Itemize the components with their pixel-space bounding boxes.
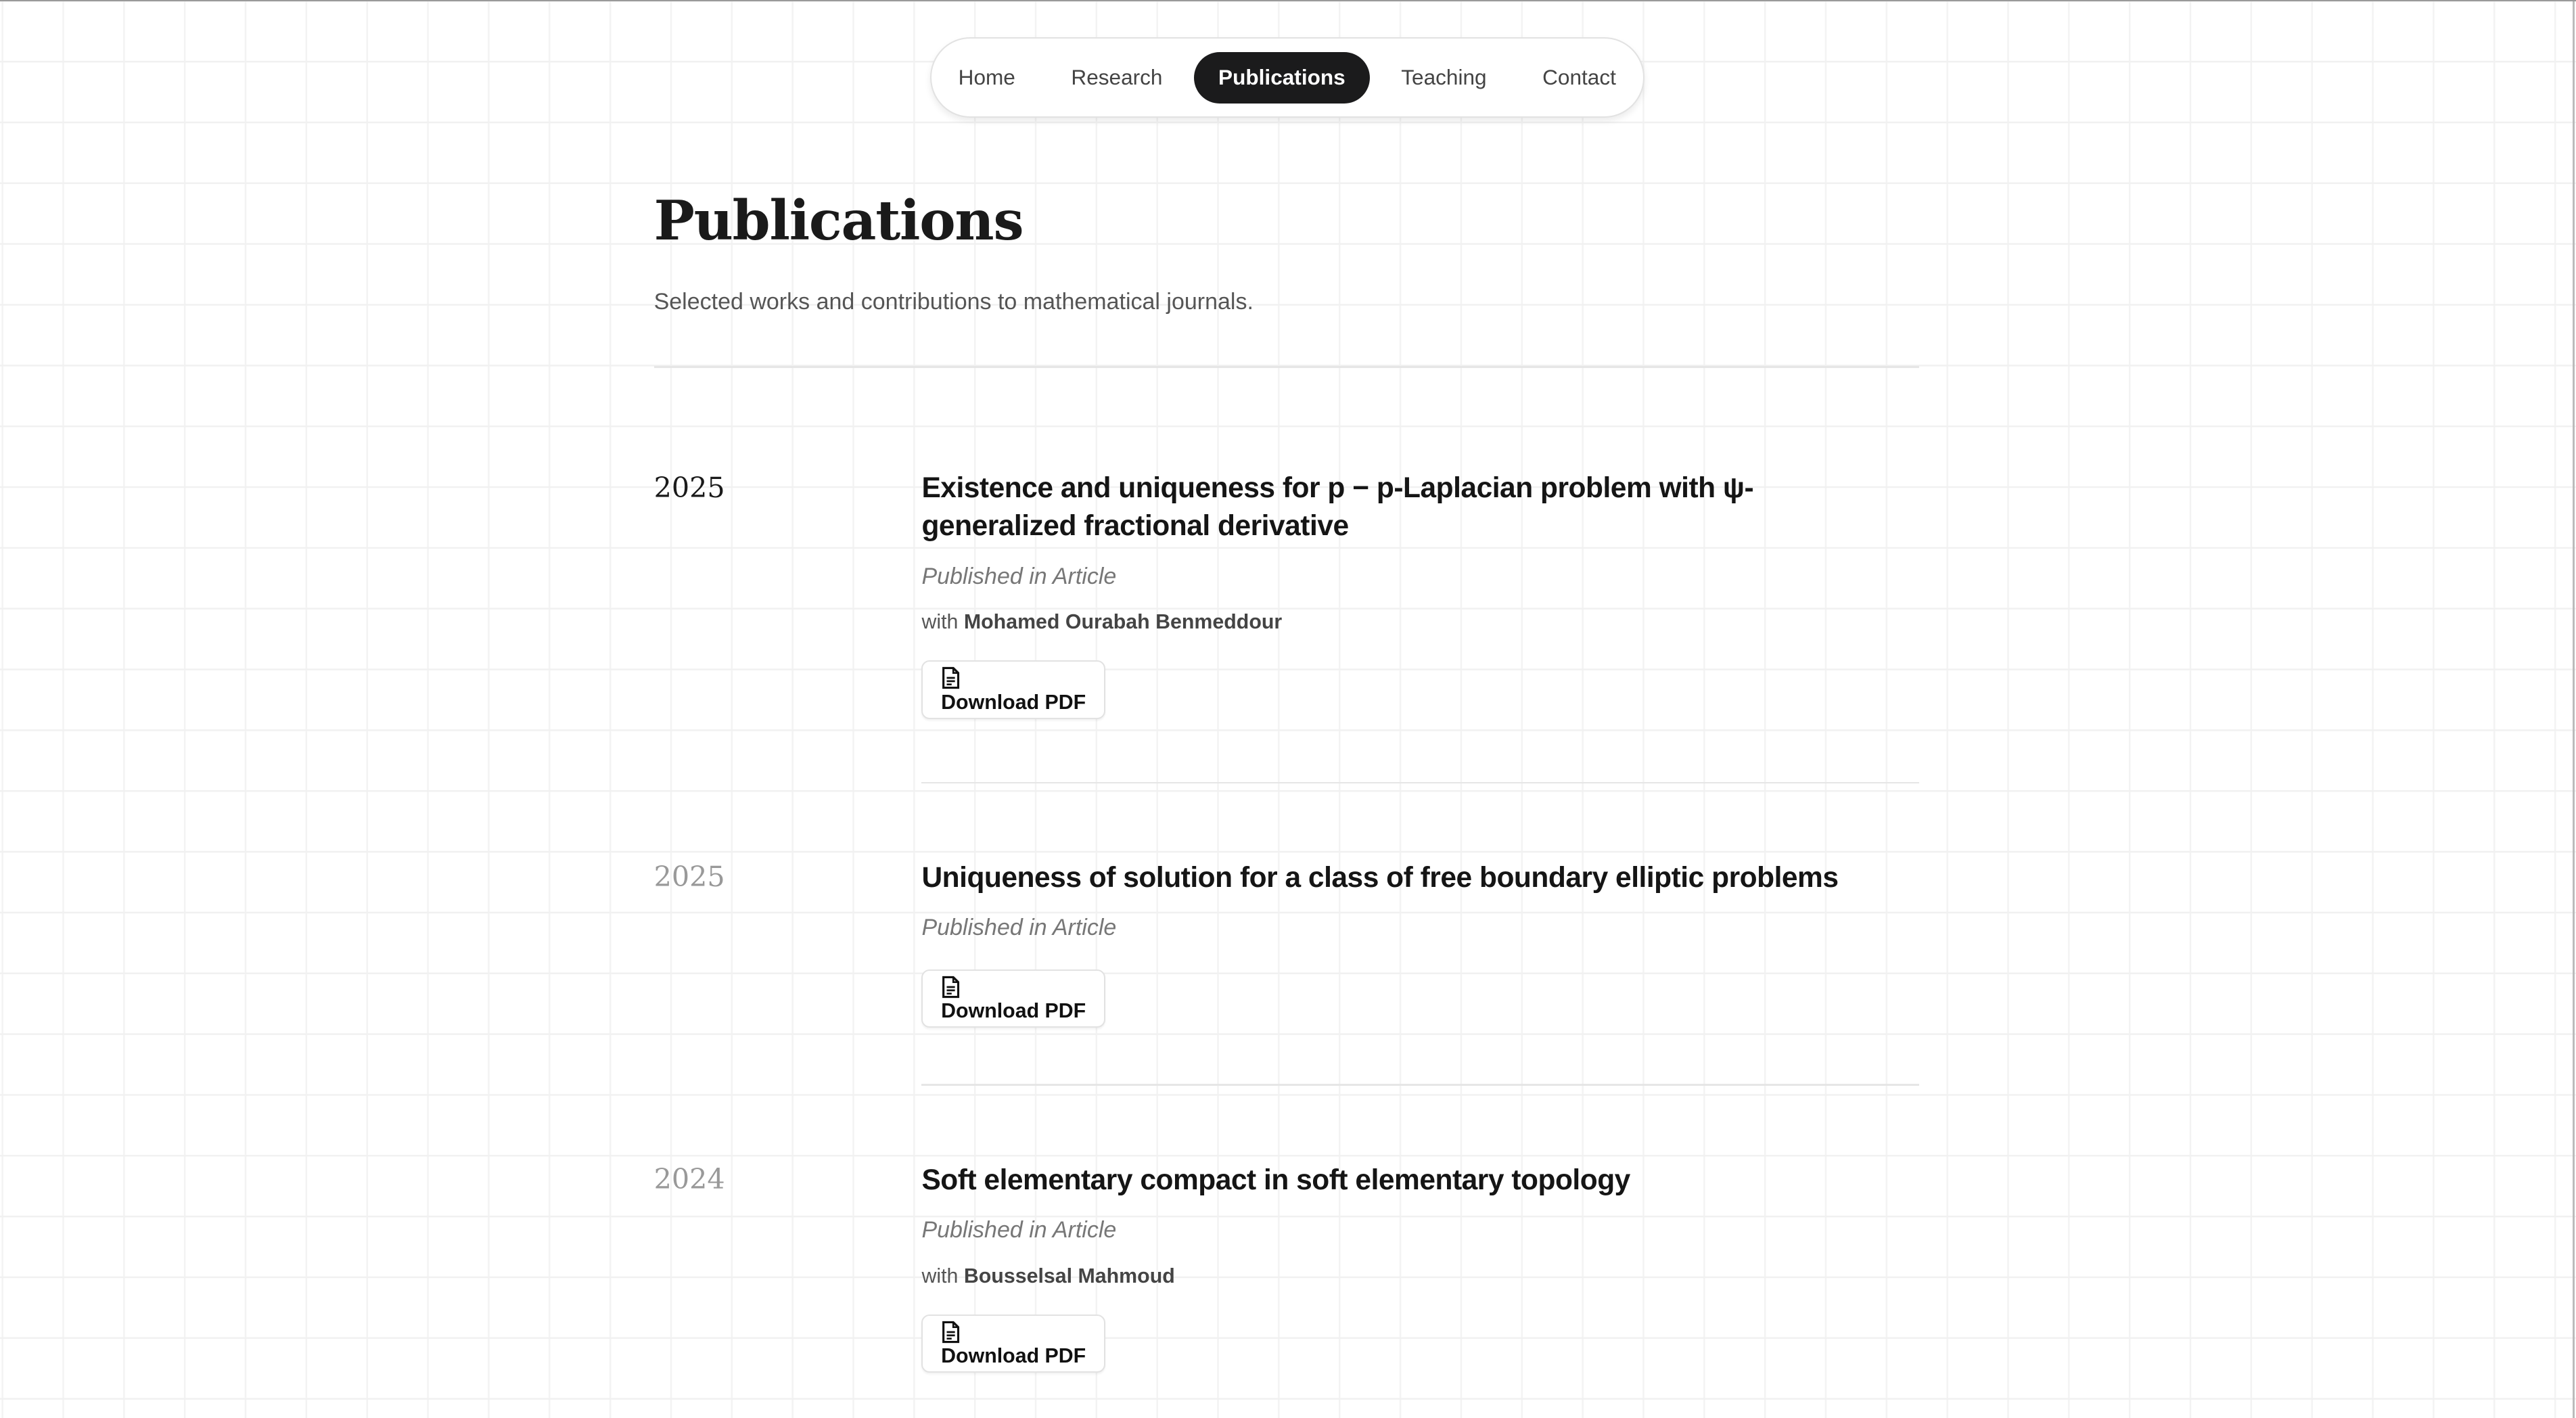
download-pdf-button[interactable] <box>921 660 1105 719</box>
document-icon <box>941 1321 961 1344</box>
publication-title: Existence and uniqueness for p − p-Laplacian problem with ψ-generalized fractional derivative <box>921 472 1754 542</box>
download-pdf-label: Download PDF <box>941 691 1086 714</box>
document-icon <box>941 666 961 689</box>
publication-item <box>921 1162 1907 1373</box>
download-pdf-button[interactable] <box>921 1314 1105 1373</box>
publication-title: Uniqueness of solution for a class of free boundary elliptic problems <box>921 861 1839 894</box>
document-icon <box>941 976 961 999</box>
divider <box>921 1084 1918 1085</box>
publication-item <box>921 859 1907 1028</box>
publication-coauthors <box>921 611 1907 634</box>
publication-year: 2025 <box>653 471 725 504</box>
window-edge <box>2573 1 2574 1418</box>
download-pdf-label: Download PDF <box>941 1345 1086 1368</box>
nav-teaching[interactable]: Teaching <box>1401 65 1487 90</box>
page-title: Publications <box>653 188 1024 252</box>
download-pdf-label: Download PDF <box>941 1000 1086 1023</box>
nav-home[interactable]: Home <box>958 65 1015 90</box>
coauthor-name: Mohamed Ourabah Benmeddour <box>963 611 1283 634</box>
publication-year: 2024 <box>653 1163 725 1196</box>
publication-title: Soft elementary compact in soft elementary topology <box>921 1164 1630 1196</box>
divider <box>654 366 1919 367</box>
nav-publications[interactable]: Publications <box>1194 52 1371 104</box>
main-nav <box>930 37 1644 118</box>
nav-contact[interactable]: Contact <box>1542 65 1616 90</box>
publication-year: 2025 <box>653 861 725 894</box>
publication-venue: Published in Article <box>921 563 1117 589</box>
with-label: with <box>921 611 959 634</box>
publication-venue: Published in Article <box>921 1217 1117 1243</box>
with-label: with <box>921 1264 959 1287</box>
publication-venue: Published in Article <box>921 915 1117 941</box>
publication-coauthors <box>921 1265 1907 1288</box>
download-pdf-button[interactable] <box>921 969 1105 1028</box>
coauthor-name: Bousselsal Mahmoud <box>963 1264 1175 1287</box>
publication-item <box>921 470 1907 718</box>
divider <box>921 782 1918 783</box>
page-subtitle: Selected works and contributions to mathematical journals. <box>653 289 1254 315</box>
nav-research[interactable]: Research <box>1071 65 1163 90</box>
